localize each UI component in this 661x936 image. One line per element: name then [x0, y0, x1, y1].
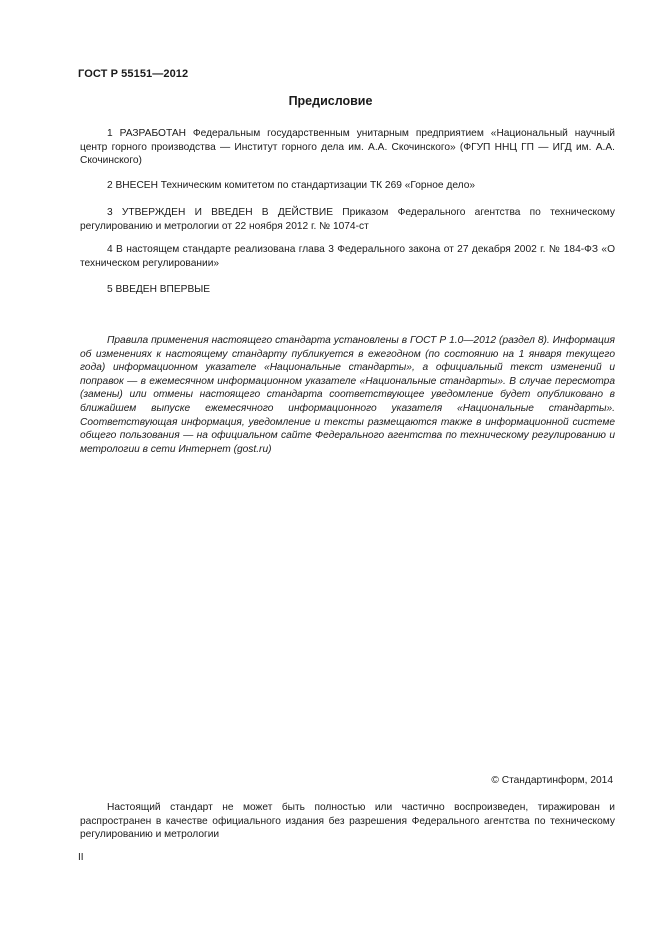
- paragraph-developed-by: 1 РАЗРАБОТАН Федеральным государственным унитарным предприятием «Национальный научный центр горного производства — Институт горного дела им. А.А. Скочинского» (ФГУП ННЦ ГП — ИГД им. А.А. Скочинского): [80, 128, 615, 167]
- paragraph-introduced-by: 2 ВНЕСЕН Техническим комитетом по стандартизации ТК 269 «Горное дело»: [107, 180, 476, 191]
- application-rules-note: Правила применения настоящего стандарта установлены в ГОСТ Р 1.0—2012 (раздел 8). Информация об изменениях к настоящему стандарту публикуется в ежегодном (по состоянию на 1 января текущего года) информационном указателе «Национальные стандарты», а официальный текст изменений и поправок — в ежемесячном информационном указателе «Национальные стандарты». В случае пересмотра (замены) или отмены настоящего стандарта соответствующее уведомление будет опубликовано в ближайшем выпуске ежемесячного информационного указателя «Национальные стандарты». Соответствующая информация, уведомление и тексты размещаются также в информационной системе общего пользования — на официальном сайте Федерального агентства по техническому регулированию и метрологии в сети Интернет (gost.ru): [80, 335, 615, 455]
- copyright-line: © Стандартинформ, 2014: [491, 775, 613, 786]
- reproduction-notice: Настоящий стандарт не может быть полностью или частично воспроизведен, тиражирован и распространен в качестве официального издания без разрешения Федерального агентства по техническому регулированию и метрологии: [80, 802, 615, 841]
- page-title: Предисловие: [288, 94, 373, 108]
- paragraph-federal-law: 4 В настоящем стандарте реализована глава 3 Федерального закона от 27 декабря 2002 г. № 184-ФЗ «О техническом регулировании»: [80, 244, 615, 269]
- page-number: II: [78, 852, 84, 863]
- paragraph-first-introduced: 5 ВВЕДЕН ВПЕРВЫЕ: [107, 284, 211, 295]
- paragraph-approved: 3 УТВЕРЖДЕН И ВВЕДЕН В ДЕЙСТВИЕ Приказом Федерального агентства по техническому регулированию и метрологии от 22 ноября 2012 г. № 1074-ст: [80, 207, 615, 232]
- document-code: ГОСТ Р 55151—2012: [78, 68, 189, 80]
